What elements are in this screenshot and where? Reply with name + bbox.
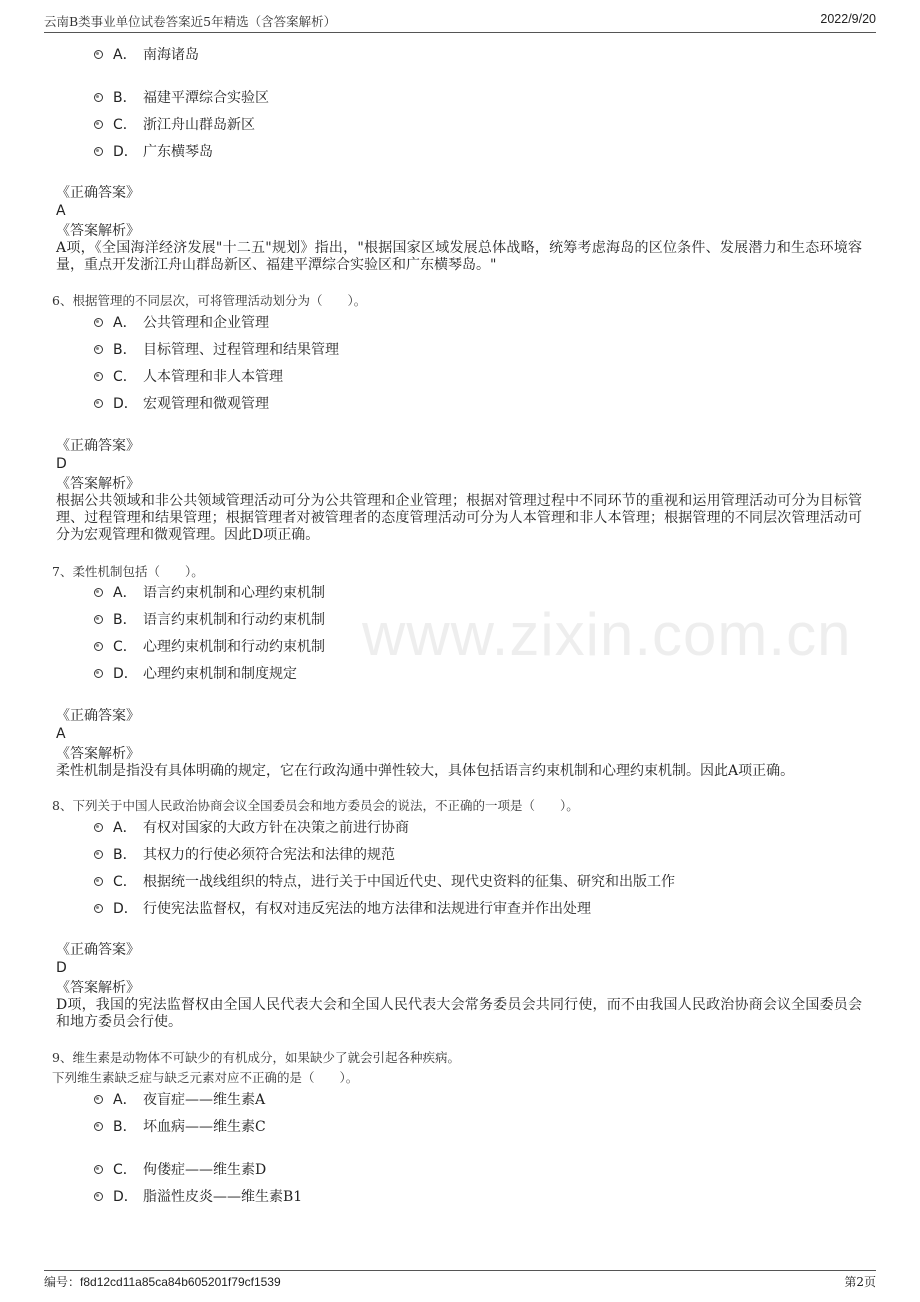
page-footer bbox=[44, 1270, 876, 1291]
option-text: 语言约束机制和行动约束机制 bbox=[143, 612, 325, 628]
radio-icon[interactable] bbox=[94, 372, 103, 381]
option-letter: C． bbox=[113, 1162, 137, 1178]
q5-explanation: A项，《全国海洋经济发展"十二五"规划》指出，"根据国家区域发展总体战略，统筹考虑海岛的区位条件、发展潜力和生态环境容量，重点开发浙江舟山群岛新区、福建平潭综合实验区和广东横琴岛。" bbox=[56, 240, 862, 273]
radio-icon[interactable] bbox=[94, 399, 103, 408]
option-letter: D． bbox=[113, 144, 138, 160]
option-letter: C． bbox=[113, 117, 137, 133]
option-text: 宏观管理和微观管理 bbox=[143, 396, 269, 412]
option-text: 广东横琴岛 bbox=[143, 144, 213, 160]
q9-question-line1: 9、维生素是动物体不可缺少的有机成分，如果缺少了就会引起各种疾病。 bbox=[52, 1050, 460, 1065]
option-text: 浙江舟山群岛新区 bbox=[143, 117, 255, 133]
radio-icon[interactable] bbox=[94, 669, 103, 678]
radio-icon[interactable] bbox=[94, 1192, 103, 1201]
q8-analysis-label: 《答案解析》 bbox=[56, 980, 140, 996]
option-text: 目标管理、过程管理和结果管理 bbox=[143, 342, 339, 358]
option-letter: C． bbox=[113, 874, 137, 890]
q8-correct-answer-label: 《正确答案》 bbox=[56, 942, 140, 958]
radio-icon[interactable] bbox=[94, 93, 103, 102]
radio-icon[interactable] bbox=[94, 877, 103, 886]
serial-number bbox=[44, 1273, 281, 1290]
option-text: 脂溢性皮炎——维生素B1 bbox=[143, 1189, 303, 1205]
q6-question: 6、根据管理的不同层次，可将管理活动划分为（ ）。 bbox=[52, 293, 367, 308]
option-text: 有权对国家的大政方针在决策之前进行协商 bbox=[143, 820, 409, 836]
radio-icon[interactable] bbox=[94, 345, 103, 354]
option-text: 人本管理和非人本管理 bbox=[143, 369, 283, 385]
serial-label: 编号： bbox=[44, 1275, 81, 1289]
option-letter: B． bbox=[113, 1119, 137, 1135]
option-letter: D． bbox=[113, 901, 138, 917]
radio-icon[interactable] bbox=[94, 1122, 103, 1131]
option-text: 南海诸岛 bbox=[143, 47, 199, 63]
option-letter: A． bbox=[113, 315, 137, 331]
option-letter: B． bbox=[113, 612, 137, 628]
serial-value: f8d12cd11a85ca84b605201f79cf1539 bbox=[80, 1275, 281, 1289]
option-letter: D． bbox=[113, 666, 138, 682]
document-date: 2022/9/20 bbox=[820, 12, 876, 26]
q5-correct-answer-label: 《正确答案》 bbox=[56, 185, 140, 201]
q5-answer: A bbox=[56, 203, 66, 219]
option-letter: B． bbox=[113, 847, 137, 863]
option-text: 其权力的行使必须符合宪法和法律的规范 bbox=[143, 847, 395, 863]
radio-icon[interactable] bbox=[94, 1165, 103, 1174]
radio-icon[interactable] bbox=[94, 615, 103, 624]
radio-icon[interactable] bbox=[94, 588, 103, 597]
option-text: 坏血病——维生素C bbox=[143, 1119, 266, 1135]
q8-question: 8、下列关于中国人民政治协商会议全国委员会和地方委员会的说法，不正确的一项是（ ）。 bbox=[52, 798, 579, 813]
option-letter: C． bbox=[113, 639, 137, 655]
q5-analysis-label: 《答案解析》 bbox=[56, 223, 140, 239]
q6-correct-answer-label: 《正确答案》 bbox=[56, 438, 140, 454]
option-letter: D． bbox=[113, 396, 138, 412]
q6-explanation: 根据公共领域和非公共领域管理活动可分为公共管理和企业管理；根据对管理过程中不同环节的重视和运用管理活动可分为目标管理、过程管理和结果管理；根据管理者对被管理者的态度管理活动可分为人本管理和非人本管理；根据管理的不同层次管理活动可分为宏观管理和微观管理。因此D项正确。 bbox=[56, 493, 862, 543]
q6-analysis-label: 《答案解析》 bbox=[56, 476, 140, 492]
radio-icon[interactable] bbox=[94, 904, 103, 913]
radio-icon[interactable] bbox=[94, 120, 103, 129]
q7-correct-answer-label: 《正确答案》 bbox=[56, 708, 140, 724]
option-text: 夜盲症——维生素A bbox=[143, 1092, 266, 1108]
option-text: 行使宪法监督权，有权对违反宪法的地方法律和法规进行审查并作出处理 bbox=[143, 901, 591, 917]
radio-icon[interactable] bbox=[94, 1095, 103, 1104]
radio-icon[interactable] bbox=[94, 147, 103, 156]
page-header bbox=[44, 10, 876, 33]
option-letter: C． bbox=[113, 369, 137, 385]
option-letter: B． bbox=[113, 90, 137, 106]
option-letter: A． bbox=[113, 820, 137, 836]
radio-icon[interactable] bbox=[94, 50, 103, 59]
radio-icon[interactable] bbox=[94, 642, 103, 651]
option-text: 佝偻症——维生素D bbox=[143, 1162, 267, 1178]
q9-question-line2: 下列维生素缺乏症与缺乏元素对应不正确的是（ ）。 bbox=[52, 1070, 359, 1085]
q8-answer: D bbox=[56, 960, 67, 976]
option-text: 心理约束机制和行动约束机制 bbox=[143, 639, 325, 655]
q8-explanation: D项，我国的宪法监督权由全国人民代表大会和全国人民代表大会常务委员会共同行使，而不由我国人民政治协商会议全国委员会和地方委员会行使。 bbox=[56, 997, 862, 1030]
option-letter: A． bbox=[113, 1092, 137, 1108]
option-letter: B． bbox=[113, 342, 137, 358]
option-letter: D． bbox=[113, 1189, 138, 1205]
q7-explanation: 柔性机制是指没有具体明确的规定，它在行政沟通中弹性较大，具体包括语言约束机制和心理约束机制。因此A项正确。 bbox=[56, 763, 795, 779]
option-letter: A． bbox=[113, 585, 137, 601]
option-text: 心理约束机制和制度规定 bbox=[143, 666, 297, 682]
option-text: 根据统一战线组织的特点，进行关于中国近代史、现代史资料的征集、研究和出版工作 bbox=[143, 874, 675, 890]
q6-answer: D bbox=[56, 456, 67, 472]
q7-analysis-label: 《答案解析》 bbox=[56, 746, 140, 762]
option-text: 福建平潭综合实验区 bbox=[143, 90, 269, 106]
option-text: 公共管理和企业管理 bbox=[143, 315, 269, 331]
option-text: 语言约束机制和心理约束机制 bbox=[143, 585, 325, 601]
q7-answer: A bbox=[56, 726, 66, 742]
document-title: 云南B类事业单位试卷答案近5年精选（含答案解析） bbox=[44, 14, 337, 29]
page-number: 第2页 bbox=[844, 1275, 876, 1289]
radio-icon[interactable] bbox=[94, 850, 103, 859]
option-letter: A． bbox=[113, 47, 137, 63]
watermark: www.zixin.com.cn bbox=[362, 601, 852, 668]
radio-icon[interactable] bbox=[94, 318, 103, 327]
q7-question: 7、柔性机制包括（ ）。 bbox=[52, 564, 204, 579]
radio-icon[interactable] bbox=[94, 823, 103, 832]
